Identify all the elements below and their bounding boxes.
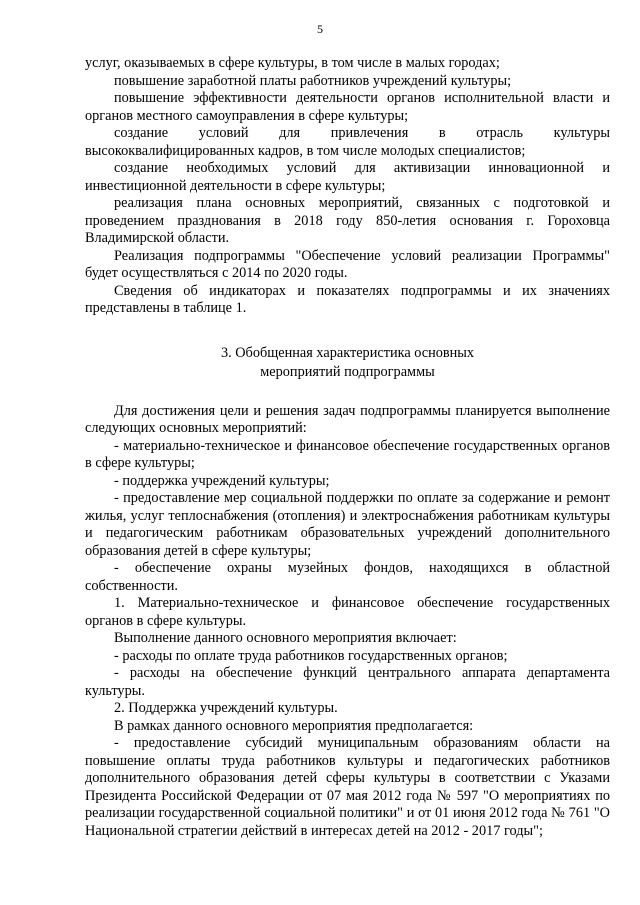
- section-heading: [85, 344, 610, 382]
- paragraph: Сведения об индикаторах и показателях подпрограммы и их значениях представлены в таблице 1.: [85, 282, 610, 316]
- paragraph: - поддержка учреждений культуры;: [114, 472, 330, 489]
- paragraph: - предоставление мер социальной поддержки по оплате за содержание и ремонт жилья, услуг теплоснабжения (отопления) и электроснабжения работникам культуры и педагогическим работникам образовательных учреждений дополнительного образования детей в сфере культуры;: [85, 490, 610, 559]
- paragraph: Для достижения цели и решения задач подпрограммы планируется выполнение следующих основных мероприятий:: [85, 402, 610, 436]
- paragraph: - обеспечение охраны музейных фондов, находящихся в областной собственности.: [85, 560, 610, 594]
- section-heading-line1: 3. Обобщенная характеристика основных: [220, 344, 475, 361]
- section-activities: [85, 403, 610, 841]
- paragraph: В рамках данного основного мероприятия предполагается:: [114, 717, 474, 734]
- paragraph: повышение заработной платы работников учреждений культуры;: [114, 72, 512, 89]
- paragraph: - материально-техническое и финансовое обеспечение государственных органов в сфере культуры;: [85, 437, 610, 471]
- paragraph: Реализация подпрограммы "Обеспечение условий реализации Программы" будет осуществляться с 2014 по 2020 годы.: [85, 247, 610, 281]
- paragraph: - предоставление субсидий муниципальным образованиям области на повышение оплаты труда работников культуры и педагогических работников дополнительного образования детей сферы культуры в соответствии с Указами Президента Российской Федерации от 07 мая 2012 года № 597 "О мероприятиях по реализации государственной социальной политики" и от 01 июня 2012 года № 761 "О Национальной стратегии действий в интересах детей на 2012 - 2017 годы";: [85, 735, 610, 839]
- paragraph: услуг, оказываемых в сфере культуры, в том числе в малых городах;: [85, 55, 500, 71]
- paragraph: 2. Поддержка учреждений культуры.: [114, 700, 338, 716]
- section-goals-list: [85, 55, 610, 318]
- document-body: [85, 55, 610, 840]
- paragraph: реализация плана основных мероприятий, связанных с подготовкой и проведением празднования в 2018 году 850-летия основания г. Гороховца Владимирской области.: [85, 195, 610, 246]
- paragraph: - расходы на обеспечение функций центрального аппарата департамента культуры.: [85, 665, 610, 699]
- section-heading-line2: мероприятий подпрограммы: [260, 363, 435, 380]
- paragraph: - расходы по оплате труда работников государственных органов;: [114, 647, 508, 664]
- paragraph: Выполнение данного основного мероприятия включает:: [114, 630, 457, 646]
- paragraph: создание условий для привлечения в отрасль культуры высококвалифицированных кадров, в том числе молодых специалистов;: [85, 125, 610, 159]
- paragraph: создание необходимых условий для активизации инновационной и инвестиционной деятельности в сфере культуры;: [85, 160, 610, 194]
- paragraph: 1. Материально-техническое и финансовое обеспечение государственных органов в сфере культуры.: [85, 595, 610, 629]
- page-number: 5: [317, 22, 323, 36]
- paragraph: повышение эффективности деятельности органов исполнительной власти и органов местного самоуправления в сфере культуры;: [85, 90, 610, 124]
